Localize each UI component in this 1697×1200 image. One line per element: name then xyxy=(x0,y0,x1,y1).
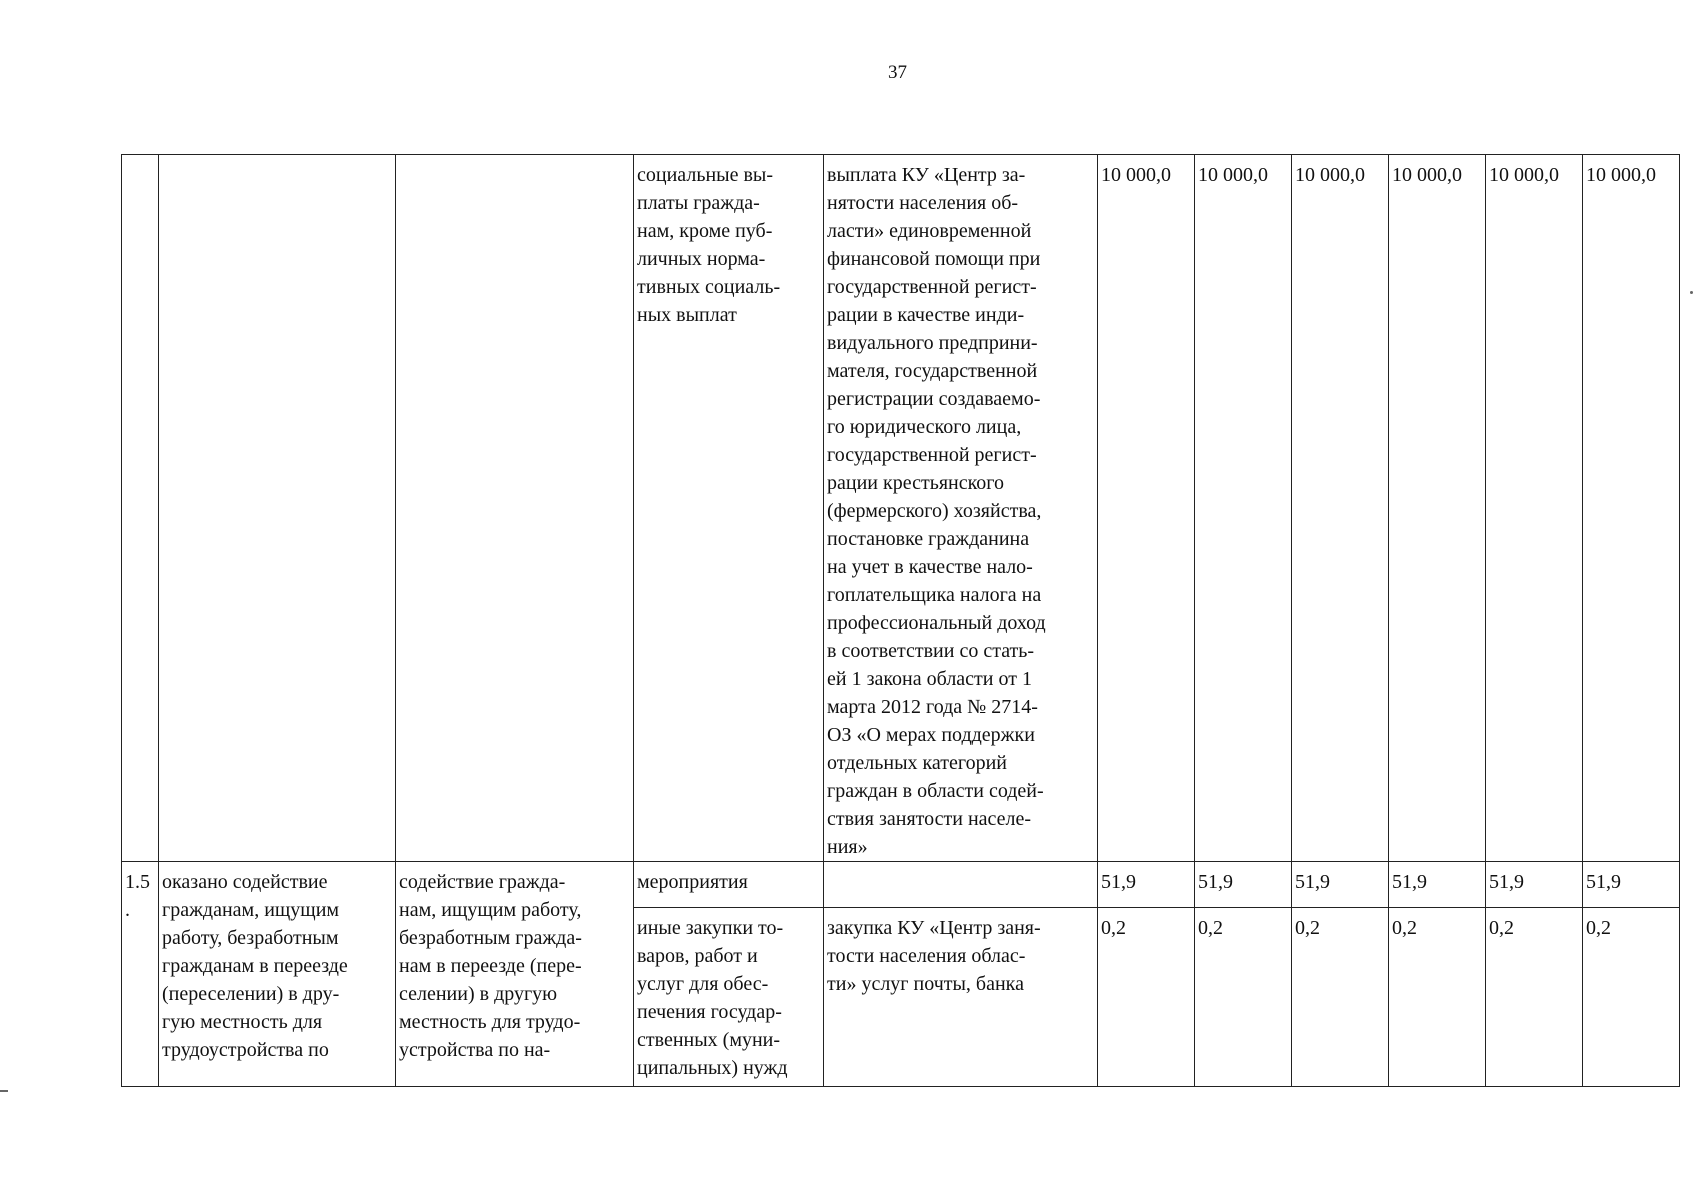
cell-value: 10 000,0 xyxy=(1583,155,1680,862)
cell-result: оказано содействие гражданам, ищущим работу, безработным гражданам в переезде (переселении) в дру- гую местность для трудоустройства по xyxy=(159,862,396,1087)
cell-value: 0,2 xyxy=(1389,908,1486,1087)
page-number: 37 xyxy=(888,62,907,83)
scan-speck xyxy=(0,1090,8,1092)
cell-value: 51,9 xyxy=(1583,862,1680,908)
cell-measure xyxy=(396,155,634,862)
cell-value: 51,9 xyxy=(1486,862,1583,908)
cell-value: 10 000,0 xyxy=(1098,155,1195,862)
cell-value: 10 000,0 xyxy=(1195,155,1292,862)
cell-value: 0,2 xyxy=(1098,908,1195,1087)
budget-table xyxy=(121,154,1680,1087)
cell-value: 51,9 xyxy=(1292,862,1389,908)
cell-value: 51,9 xyxy=(1098,862,1195,908)
cell-number xyxy=(122,155,159,862)
cell-description xyxy=(824,862,1098,908)
cell-number: 1.5 . xyxy=(122,862,159,1087)
cell-expense-type: иные закупки то- варов, работ и услуг для обес- печения государ- ственных (муни- ципальных) нужд xyxy=(634,908,824,1087)
table-row-1-5-measures xyxy=(122,862,1680,908)
cell-value: 51,9 xyxy=(1389,862,1486,908)
cell-expense-type: мероприятия xyxy=(634,862,824,908)
cell-value: 51,9 xyxy=(1195,862,1292,908)
cell-measure: содействие гражда- нам, ищущим работу, безработным гражда- нам в переезде (пере- селении) в другую местность для трудо- устройства по на- xyxy=(396,862,634,1087)
cell-value: 0,2 xyxy=(1292,908,1389,1087)
scan-speck xyxy=(1690,291,1693,294)
cell-expense-type: социальные вы- платы гражда- нам, кроме пуб- личных норма- тивных социаль- ных выплат xyxy=(634,155,824,862)
cell-value: 0,2 xyxy=(1486,908,1583,1087)
cell-value: 0,2 xyxy=(1583,908,1680,1087)
table-row-continued xyxy=(122,155,1680,862)
cell-value: 10 000,0 xyxy=(1389,155,1486,862)
cell-value: 0,2 xyxy=(1195,908,1292,1087)
cell-description: закупка КУ «Центр заня- тости населения облас- ти» услуг почты, банка xyxy=(824,908,1098,1087)
cell-value: 10 000,0 xyxy=(1292,155,1389,862)
cell-result xyxy=(159,155,396,862)
cell-description: выплата КУ «Центр за- нятости населения об- ласти» единовременной финансовой помощи при государственной регист- рации в качестве инди- видуального предприни- мателя, государственной регистрации создаваемо- го юридического лица, государственной регист- рации крестьянского (фермерского) хозяйства, постановке гражданина на учет в качестве нало- гоплательщика налога на профессиональный доход в соответствии со стать- ей 1 закона области от 1 марта 2012 года № 2714- ОЗ «О мерах поддержки отдельных категорий граждан в области содей- ствия занятости населе- ния» xyxy=(824,155,1098,862)
cell-value: 10 000,0 xyxy=(1486,155,1583,862)
